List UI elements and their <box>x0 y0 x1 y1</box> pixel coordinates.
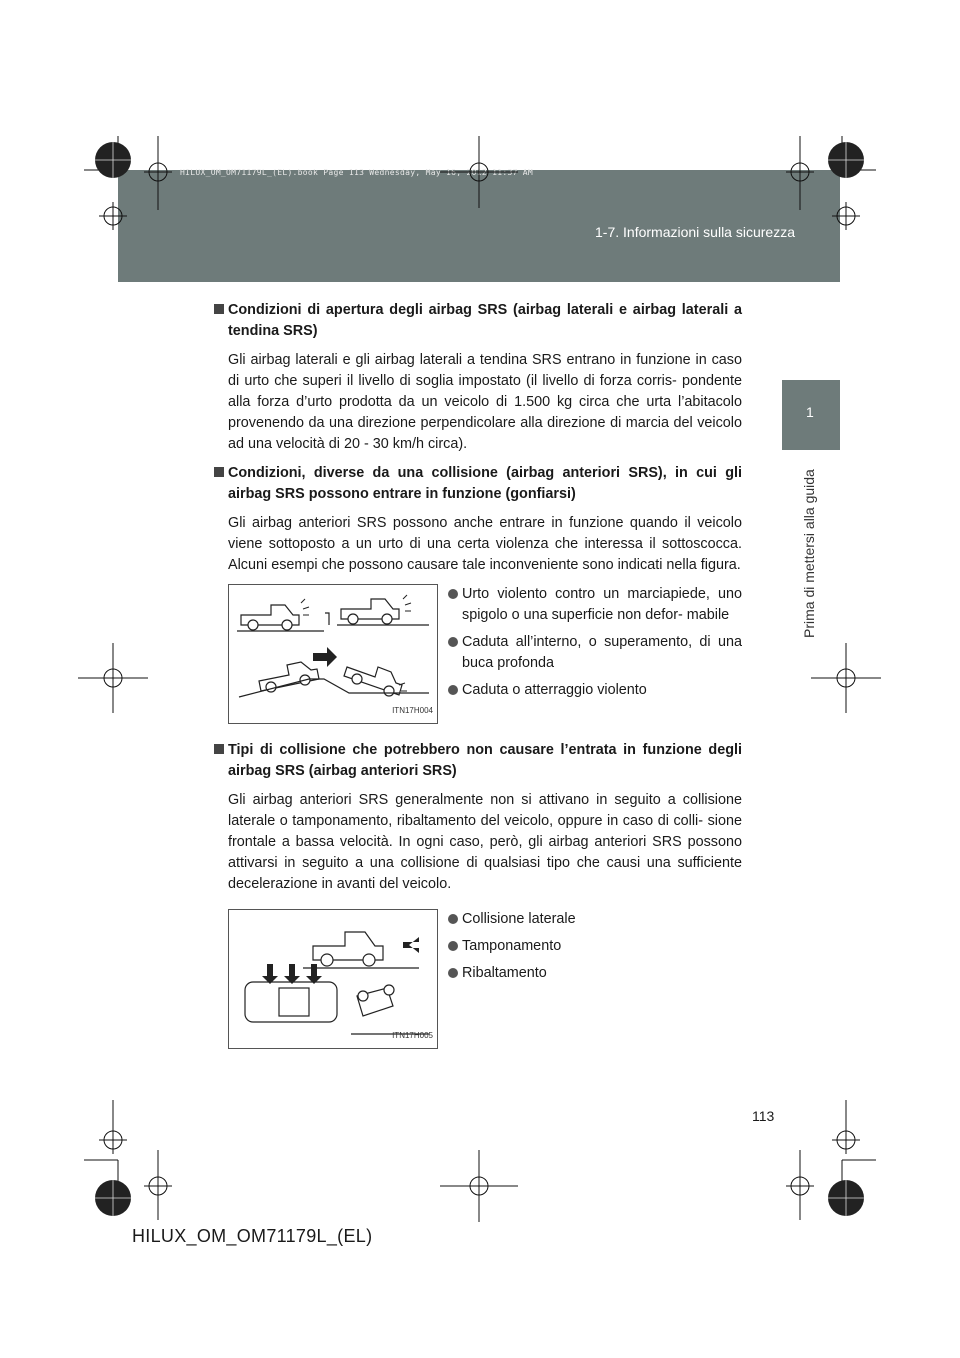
main-content <box>214 300 742 1069</box>
round-bullet-icon <box>448 968 458 978</box>
section-body: Gli airbag laterali e gli airbag laterali a tendina SRS entrano in funzione in caso di urto che superi il livello di soglia impostato (il livello di forza corris- pondente alla forza d’urto prodotta da un veicolo di 1.500 kg circa che urta l’abitacolo provenendo da una direzione perpendicolare alla direzione di marcia del veicolo ad una velocità di 20 - 30 km/h circa). <box>228 352 742 452</box>
figure-row-2 <box>214 909 742 1059</box>
figure-row-1 <box>214 584 742 730</box>
page-number: 113 <box>752 1108 775 1124</box>
round-bullet-icon <box>448 941 458 951</box>
chapter-number: 1 <box>806 404 814 420</box>
list-item: Ribaltamento <box>448 963 742 984</box>
list-item: Tamponamento <box>448 936 742 957</box>
square-bullet-icon <box>214 467 224 477</box>
round-bullet-icon <box>448 589 458 599</box>
section-title: Tipi di collisione che potrebbero non causare l’entrata in funzione degli airbag SRS (airbag anteriori SRS) <box>214 740 742 782</box>
list-item: Collisione laterale <box>448 909 742 930</box>
round-bullet-icon <box>448 685 458 695</box>
list-item: Caduta all’interno, o superamento, di una buca profonda <box>448 632 742 674</box>
list-item: Caduta o atterraggio violento <box>448 680 742 701</box>
figure-code: ITN17H004 <box>392 706 433 715</box>
square-bullet-icon <box>214 744 224 754</box>
section-title: Condizioni di apertura degli airbag SRS (airbag laterali e airbag laterali a tendina SRS) <box>214 300 742 342</box>
section-header-title: 1-7. Informazioni sulla sicurezza <box>595 224 795 240</box>
round-bullet-icon <box>448 914 458 924</box>
figure-code: ITN17H005 <box>392 1031 433 1040</box>
section-title: Condizioni, diverse da una collisione (airbag anteriori SRS), in cui gli airbag SRS possono entrare in funzione (gonfiarsi) <box>214 463 742 505</box>
round-bullet-icon <box>448 637 458 647</box>
section-body: Gli airbag anteriori SRS generalmente non si attivano in seguito a collisione laterale o tamponamento, ribaltamento del veicolo, oppure in caso di colli- sione frontale a bassa velocità. In ogni caso, però, gli airbag anteriori SRS possono attivarsi in seguito a una collisione di qualsiasi tipo che causi una sufficiente decelerazione in avanti del veicolo. <box>228 792 742 892</box>
square-bullet-icon <box>214 304 224 314</box>
chapter-title: Prima di mettersi alla guida <box>801 469 817 638</box>
list-item: Urto violento contro un marciapiede, uno spigolo o una superficie non defor- mabile <box>448 584 742 626</box>
book-info-line: HILUX_OM_OM71179L_(EL).book Page 113 Wednesday, May 16, 2012 11:37 AM <box>180 168 534 177</box>
footer-document-code: HILUX_OM_OM71179L_(EL) <box>132 1226 373 1246</box>
illustration-undercarriage-impacts <box>228 584 438 724</box>
bullet-list <box>448 584 742 707</box>
section-body: Gli airbag anteriori SRS possono anche entrare in funzione quando il veicolo viene sottoposto a un urto di una certa violenza che interessa il sottoscocca. Alcuni esempi che possono causare tale inconveniente sono indicati nella figura. <box>228 515 742 573</box>
bullet-list <box>448 909 742 990</box>
illustration-collision-types <box>228 909 438 1049</box>
